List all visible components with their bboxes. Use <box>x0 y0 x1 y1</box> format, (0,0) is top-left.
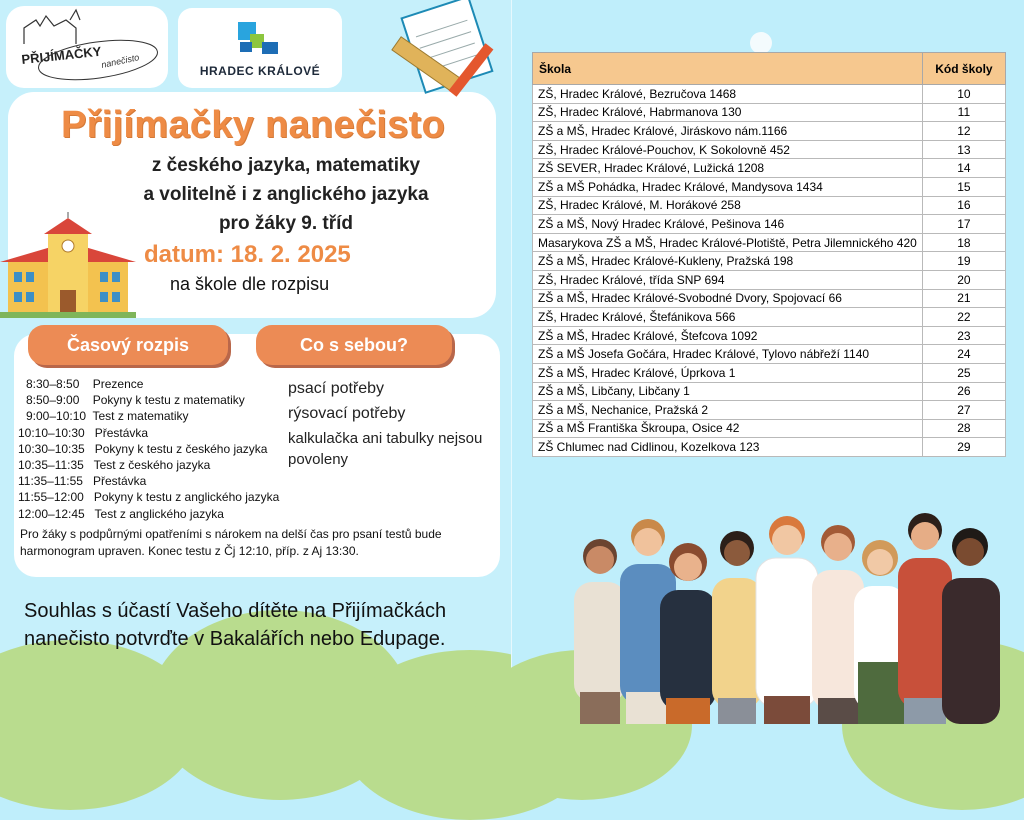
school-name-cell: ZŠ a MŠ, Libčany, Libčany 1 <box>533 382 923 401</box>
table-row <box>533 401 1006 420</box>
school-name-cell: ZŠ a MŠ, Hradec Králové, Štefcova 1092 <box>533 326 923 345</box>
subtitle-line: pro žáky 9. tříd <box>218 213 354 234</box>
schedule-heading: Časový rozpis <box>28 325 228 365</box>
school-code-cell: 19 <box>922 252 1005 271</box>
school-code-cell: 12 <box>922 122 1005 141</box>
table-row <box>533 326 1006 345</box>
left-page <box>0 0 512 724</box>
table-row <box>533 103 1006 122</box>
school-name-cell: ZŠ, Hradec Králové, Habrmanova 130 <box>533 103 923 122</box>
school-code-cell: 25 <box>922 363 1005 382</box>
school-name-cell: ZŠ a MŠ, Nechanice, Pražská 2 <box>533 401 923 420</box>
student-figure <box>756 516 818 724</box>
school-name-cell: Masarykova ZŠ a MŠ, Hradec Králové-Plotiště, Petra Jilemnického 420 <box>533 233 923 252</box>
table-row <box>533 345 1006 364</box>
bring-list <box>288 376 502 470</box>
school-code-cell: 13 <box>922 140 1005 159</box>
pin-icon <box>750 32 772 54</box>
school-name-cell: ZŠ Chlumec nad Cidlinou, Kozelkova 123 <box>533 438 923 457</box>
school-code-cell: 24 <box>922 345 1005 364</box>
table-row <box>533 363 1006 382</box>
schedule-item: 12:00–12:45 Test z anglického jazyka <box>18 506 224 521</box>
school-name-cell: ZŠ a MŠ, Hradec Králové-Kukleny, Pražská 198 <box>533 252 923 271</box>
schedule-item: 10:30–10:35 Pokyny k testu z českého jazyka <box>18 441 268 456</box>
school-code-cell: 14 <box>922 159 1005 178</box>
bring-item: psací potřeby <box>288 380 385 397</box>
school-name-cell: ZŠ a MŠ, Hradec Králové-Svobodné Dvory, Spojovací 66 <box>533 289 923 308</box>
schedule-item: 10:35–11:35 Test z českého jazyka <box>18 457 211 472</box>
school-name-cell: ZŠ, Hradec Králové, Štefánikova 566 <box>533 308 923 327</box>
schedule-item: 8:30–8:50 Prezence <box>26 377 144 391</box>
schedule-item: 11:35–11:55 Přestávka <box>18 474 147 489</box>
school-name-cell: ZŠ a MŠ, Hradec Králové, Jiráskovo nám.1166 <box>533 122 923 141</box>
schedule-item: 8:50–9:00 Pokyny k testu z matematiky <box>26 393 245 408</box>
table-row <box>533 308 1006 327</box>
students-group-illustration <box>568 512 1008 724</box>
column-header-school: Škola <box>533 53 923 85</box>
school-name-cell: ZŠ a MŠ Josefa Gočára, Hradec Králové, Tylovo nábřeží 1140 <box>533 345 923 364</box>
hradec-kralove-logo-icon <box>178 8 342 64</box>
school-building-icon <box>0 212 136 318</box>
bring-heading: Co s sebou? <box>256 325 452 365</box>
table-row <box>533 438 1006 457</box>
school-name-cell: ZŠ, Hradec Králové, třída SNP 694 <box>533 270 923 289</box>
school-code-cell: 17 <box>922 215 1005 234</box>
school-code-cell: 18 <box>922 233 1005 252</box>
column-header-code: Kód školy <box>922 53 1005 85</box>
table-row <box>533 215 1006 234</box>
table-row <box>533 252 1006 271</box>
school-code-cell: 22 <box>922 308 1005 327</box>
school-code-cell: 15 <box>922 177 1005 196</box>
event-date: datum: 18. 2. 2025 <box>144 241 351 268</box>
table-row <box>533 233 1006 252</box>
school-name-cell: ZŠ a MŠ Pohádka, Hradec Králové, Mandysova 1434 <box>533 177 923 196</box>
table-row <box>533 85 1006 104</box>
consent-text: Souhlas s účastí Vašeho dítěte na Přijímačkách nanečisto potvrďte v Bakalářích nebo Edupage. <box>24 600 447 650</box>
notebook-pencil-icon <box>386 0 512 110</box>
school-name-cell: ZŠ a MŠ, Hradec Králové, Úprkova 1 <box>533 363 923 382</box>
schedule-list <box>18 377 279 523</box>
table-row <box>533 419 1006 438</box>
student-figure <box>712 531 762 724</box>
table-row <box>533 159 1006 178</box>
table-row <box>533 122 1006 141</box>
table-row <box>533 270 1006 289</box>
subtitle-line: a volitelně i z anglického jazyka <box>143 184 429 205</box>
school-code-cell: 10 <box>922 85 1005 104</box>
school-code-cell: 11 <box>922 103 1005 122</box>
student-figure <box>574 539 626 724</box>
school-code-cell: 16 <box>922 196 1005 215</box>
bring-item: rýsovací potřeby <box>288 405 406 422</box>
schedule-item: 11:55–12:00 Pokyny k testu z anglického jazyka <box>18 490 280 505</box>
table-row <box>533 196 1006 215</box>
school-name-cell: ZŠ a MŠ, Nový Hradec Králové, Pešinova 146 <box>533 215 923 234</box>
accommodation-note: Pro žáky s podpůrnými opatřeními s nárokem na delší čas pro psaní testů bude harmonogram upraven. Konec testu z Čj 12:10, příp. z Aj 13:30. <box>20 527 442 558</box>
school-code-cell: 27 <box>922 401 1005 420</box>
school-name-cell: ZŠ, Hradec Králové, M. Horákové 258 <box>533 196 923 215</box>
school-code-cell: 29 <box>922 438 1005 457</box>
student-figure <box>942 528 1000 724</box>
school-codes-table <box>532 52 1006 457</box>
school-code-cell: 23 <box>922 326 1005 345</box>
school-code-cell: 21 <box>922 289 1005 308</box>
event-logo-icon <box>6 6 168 88</box>
school-name-cell: ZŠ, Hradec Králové, Bezručova 1468 <box>533 85 923 104</box>
event-logo-card <box>6 6 168 88</box>
bring-item: kalkulačka ani tabulky nejsou povoleny <box>288 430 483 468</box>
table-row <box>533 382 1006 401</box>
event-location: na škole dle rozpisu <box>170 274 330 294</box>
table-row <box>533 177 1006 196</box>
school-code-cell: 26 <box>922 382 1005 401</box>
svg-text:nanečisto: nanečisto <box>100 52 141 70</box>
subtitle-line: z českého jazyka, matematiky <box>151 155 421 176</box>
table-row <box>533 140 1006 159</box>
city-logo-card <box>178 8 342 88</box>
school-name-cell: ZŠ a MŠ Františka Škroupa, Osice 42 <box>533 419 923 438</box>
school-name-cell: ZŠ SEVER, Hradec Králové, Lužická 1208 <box>533 159 923 178</box>
page-title: Přijímačky nanečisto <box>60 104 446 146</box>
schedule-item: 9:00–10:10 Test z matematiky <box>26 409 189 424</box>
svg-text:PŘIJÍMAČKY: PŘIJÍMAČKY <box>20 43 103 67</box>
city-name: HRADEC KRÁLOVÉ <box>199 64 321 78</box>
table-row <box>533 289 1006 308</box>
table-header-row <box>533 53 1006 85</box>
school-code-cell: 28 <box>922 419 1005 438</box>
school-code-cell: 20 <box>922 270 1005 289</box>
school-name-cell: ZŠ, Hradec Králové-Pouchov, K Sokolovně 452 <box>533 140 923 159</box>
schedule-item: 10:10–10:30 Přestávka <box>18 425 149 440</box>
